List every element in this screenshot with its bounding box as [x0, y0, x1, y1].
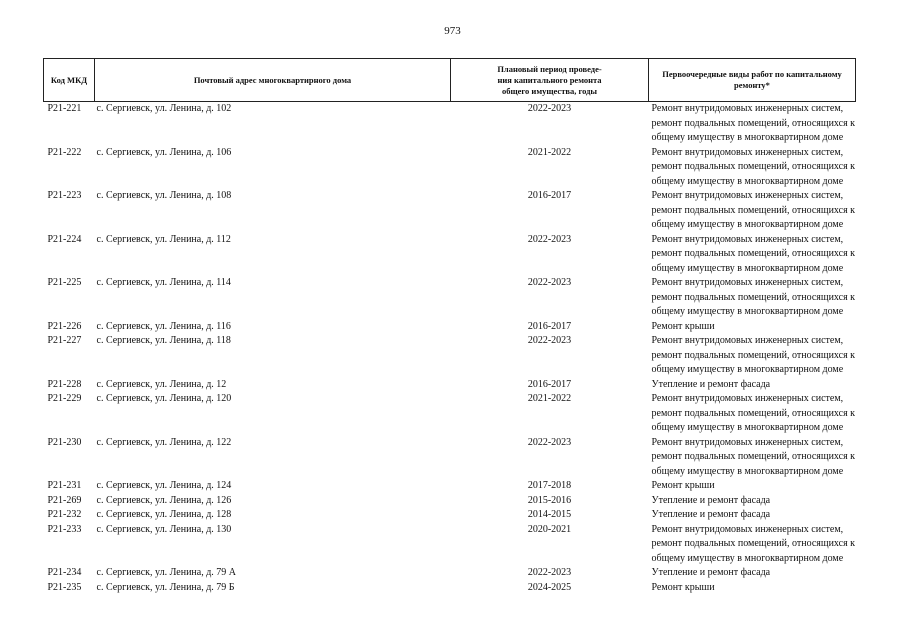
- works-line: общему имуществу в многоквартирном доме: [651, 262, 844, 274]
- works-line: общему имуществу в многоквартирном доме: [651, 422, 844, 433]
- cell-code: Р21-229: [47, 393, 82, 404]
- cell-works: [649, 436, 856, 480]
- works-line: Утепление и ремонт фасада: [651, 567, 771, 578]
- page-number: 973: [444, 25, 461, 37]
- cell-works: [649, 334, 856, 378]
- header-period-line: ния капитального ремонта: [497, 74, 602, 85]
- works-line: Ремонт внутридомовых инженерных систем,: [651, 103, 844, 114]
- table-row: [44, 392, 856, 436]
- works-line: Утепление и ремонт фасада: [651, 494, 771, 506]
- cell-works: [649, 146, 856, 190]
- works-line: Ремонт внутридомовых инженерных систем,: [651, 523, 844, 535]
- table-row: [44, 566, 856, 581]
- cell-address: с. Сергиевск, ул. Ленина, д. 128: [96, 509, 232, 520]
- table-row: [44, 334, 856, 378]
- header-row: [44, 59, 856, 102]
- header-works-line: Первоочередные виды работ по капитальному: [662, 69, 842, 79]
- works-line: ремонт подвальных помещений, относящихся к: [651, 161, 856, 172]
- table-row: [44, 276, 856, 320]
- cell-code: Р21-225: [47, 277, 82, 288]
- header-works: [649, 59, 856, 102]
- cell-period: 2017-2018: [527, 480, 572, 491]
- cell-period: 2021-2022: [527, 393, 572, 404]
- works-line: Ремонт внутридомовых инженерных систем,: [651, 277, 844, 288]
- table-row: [44, 320, 856, 335]
- works-line: ремонт подвальных помещений, относящихся к: [651, 248, 856, 259]
- cell-works: [649, 102, 856, 146]
- works-line: ремонт подвальных помещений, относящихся к: [651, 204, 856, 216]
- table-row: [44, 146, 856, 190]
- works-line: Ремонт внутридомовых инженерных систем,: [651, 190, 844, 201]
- cell-code: Р21-230: [47, 436, 82, 448]
- header-period-line: Плановый период проведе-: [497, 63, 602, 74]
- cell-address: с. Сергиевск, ул. Ленина, д. 79 А: [96, 567, 237, 578]
- cell-address: с. Сергиевск, ул. Ленина, д. 122: [96, 436, 232, 448]
- works-line: общему имуществу в многоквартирном доме: [651, 175, 844, 187]
- cell-period: 2022-2023: [527, 567, 572, 578]
- table-row: [44, 378, 856, 393]
- cell-address: с. Сергиевск, ул. Ленина, д. 124: [96, 480, 232, 491]
- header-code: Код МКД: [44, 59, 95, 102]
- cell-period: 2016-2017: [527, 320, 572, 332]
- works-line: общему имуществу в многоквартирном доме: [651, 364, 844, 375]
- cell-works: [649, 276, 856, 320]
- cell-period: 2015-2016: [527, 494, 572, 506]
- works-line: ремонт подвальных помещений, относящихся к: [651, 451, 856, 462]
- table-row: [44, 189, 856, 233]
- works-line: общему имуществу в многоквартирном доме: [651, 132, 844, 143]
- table-header: [44, 59, 856, 102]
- works-line: Ремонт внутридомовых инженерных систем,: [651, 146, 844, 158]
- cell-code: Р21-233: [47, 523, 82, 535]
- cell-address: с. Сергиевск, ул. Ленина, д. 79 Б: [96, 581, 235, 593]
- cell-code: Р21-232: [47, 509, 82, 520]
- cell-works: [649, 320, 856, 335]
- works-line: ремонт подвальных помещений, относящихся к: [651, 349, 856, 361]
- cell-period: 2022-2023: [527, 335, 572, 346]
- header-address: Почтовый адрес многоквартирного дома: [95, 59, 451, 102]
- cell-address: с. Сергиевск, ул. Ленина, д. 12: [96, 378, 227, 390]
- cell-code: Р21-224: [47, 233, 82, 245]
- table-row: [44, 233, 856, 277]
- cell-code: Р21-226: [47, 320, 82, 332]
- cell-address: с. Сергиевск, ул. Ленина, д. 102: [96, 103, 232, 114]
- table-row: [44, 523, 856, 567]
- cell-works: [649, 566, 856, 581]
- cell-works: [649, 233, 856, 277]
- cell-works: [649, 378, 856, 393]
- cell-code: Р21-228: [47, 378, 82, 390]
- cell-period: 2020-2021: [527, 523, 572, 535]
- works-line: Ремонт внутридомовых инженерных систем,: [651, 335, 844, 346]
- works-line: Ремонт внутридомовых инженерных систем,: [651, 233, 844, 245]
- works-line: ремонт подвальных помещений, относящихся к: [651, 538, 856, 549]
- cell-code: Р21-223: [47, 190, 82, 201]
- capital-repair-table: [43, 58, 856, 595]
- works-line: общему имуществу в многоквартирном доме: [651, 552, 844, 564]
- table-row: [44, 102, 856, 146]
- cell-address: с. Сергиевск, ул. Ленина, д. 120: [96, 393, 232, 404]
- works-line: Ремонт крыши: [651, 480, 715, 491]
- cell-period: 2022-2023: [527, 103, 572, 114]
- works-line: Ремонт внутридомовых инженерных систем,: [651, 436, 844, 448]
- cell-period: 2024-2025: [527, 581, 572, 593]
- works-line: общему имуществу в многоквартирном доме: [651, 219, 844, 230]
- cell-address: с. Сергиевск, ул. Ленина, д. 118: [96, 335, 231, 346]
- works-line: Ремонт крыши: [651, 581, 715, 593]
- cell-period: 2014-2015: [527, 509, 572, 520]
- cell-code: Р21-222: [47, 146, 82, 158]
- header-works-line: ремонту*: [734, 80, 770, 90]
- works-line: Утепление и ремонт фасада: [651, 378, 771, 390]
- cell-address: с. Сергиевск, ул. Ленина, д. 112: [96, 233, 231, 245]
- table-row: [44, 508, 856, 523]
- cell-code: Р21-221: [47, 103, 82, 114]
- cell-period: 2016-2017: [527, 190, 572, 201]
- cell-address: с. Сергиевск, ул. Ленина, д. 126: [96, 494, 232, 506]
- cell-works: [649, 508, 856, 523]
- cell-address: с. Сергиевск, ул. Ленина, д. 106: [96, 146, 232, 158]
- works-line: ремонт подвальных помещений, относящихся к: [651, 407, 856, 419]
- cell-address: с. Сергиевск, ул. Ленина, д. 108: [96, 190, 232, 201]
- works-line: Ремонт внутридомовых инженерных систем,: [651, 393, 844, 404]
- cell-works: [649, 479, 856, 494]
- cell-address: с. Сергиевск, ул. Ленина, д. 116: [96, 320, 231, 332]
- cell-code: Р21-227: [47, 335, 82, 346]
- works-line: общему имуществу в многоквартирном доме: [651, 465, 844, 477]
- cell-code: Р21-234: [47, 567, 82, 578]
- cell-code: Р21-231: [47, 480, 82, 491]
- table-row: [44, 479, 856, 494]
- table-row: [44, 581, 856, 596]
- table-row: [44, 436, 856, 480]
- cell-code: Р21-269: [47, 494, 82, 506]
- works-line: общему имуществу в многоквартирном доме: [651, 306, 844, 317]
- cell-works: [649, 189, 856, 233]
- cell-works: [649, 523, 856, 567]
- cell-period: 2022-2023: [527, 233, 572, 245]
- works-line: ремонт подвальных помещений, относящихся к: [651, 117, 856, 129]
- cell-works: [649, 392, 856, 436]
- header-period: [451, 59, 649, 102]
- cell-period: 2016-2017: [527, 378, 572, 390]
- cell-period: 2022-2023: [527, 277, 572, 288]
- works-line: ремонт подвальных помещений, относящихся к: [651, 291, 856, 303]
- works-line: Ремонт крыши: [651, 320, 715, 332]
- cell-code: Р21-235: [47, 581, 82, 593]
- cell-period: 2021-2022: [527, 146, 572, 158]
- cell-works: [649, 581, 856, 596]
- cell-address: с. Сергиевск, ул. Ленина, д. 114: [96, 277, 231, 288]
- table-body: [44, 102, 856, 596]
- cell-address: с. Сергиевск, ул. Ленина, д. 130: [96, 523, 232, 535]
- cell-works: [649, 494, 856, 509]
- cell-period: 2022-2023: [527, 436, 572, 448]
- header-period-line: общего имущества, годы: [501, 85, 598, 96]
- table-row: [44, 494, 856, 509]
- works-line: Утепление и ремонт фасада: [651, 509, 771, 520]
